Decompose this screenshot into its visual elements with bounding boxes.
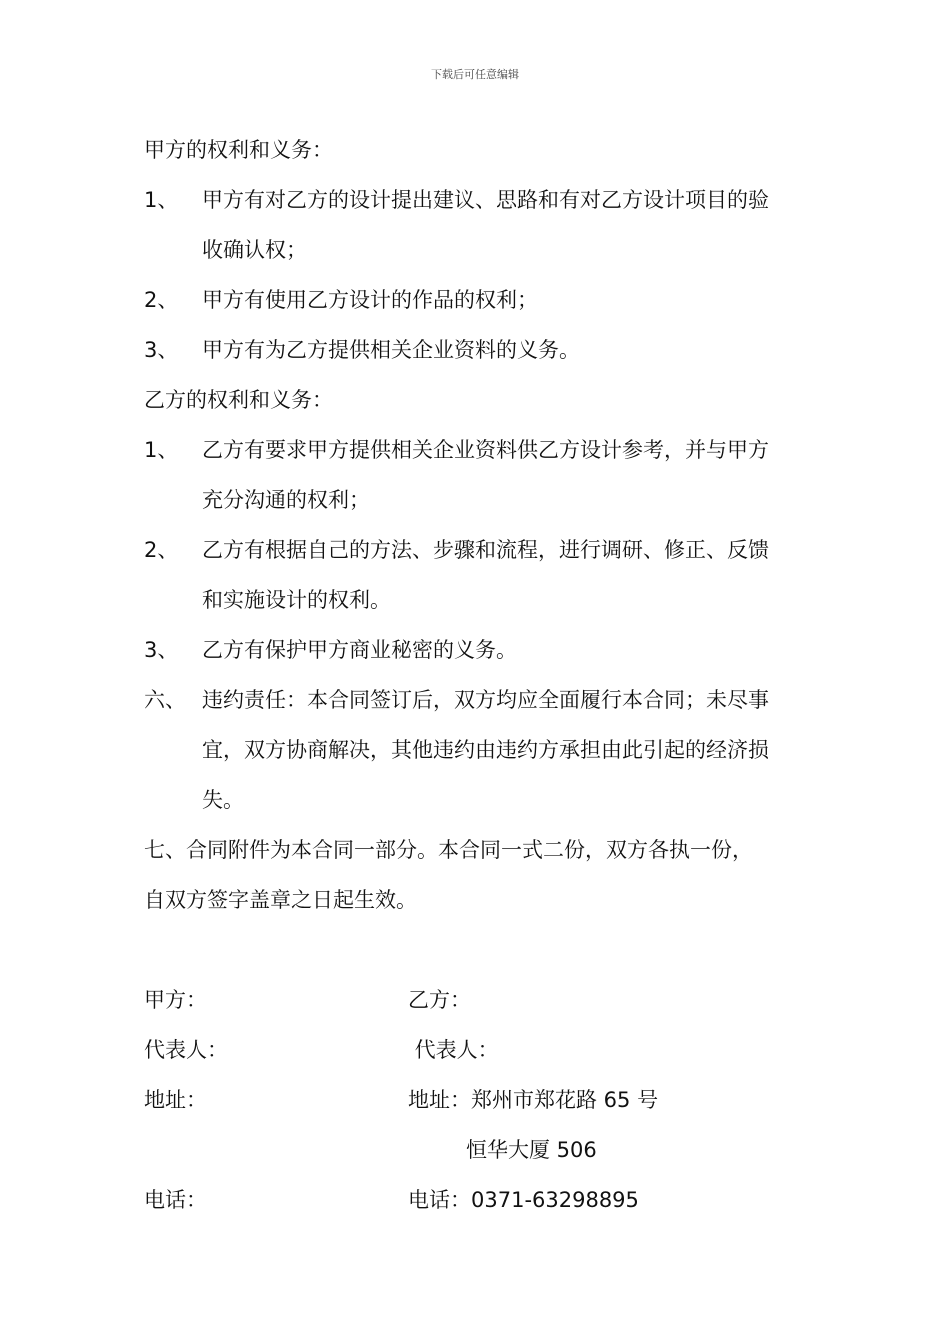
- party-b-phone: 电话：0371-63298895: [408, 1188, 639, 1212]
- party-b-item-2-cont: [144, 575, 814, 625]
- party-a-label: 甲方：: [144, 988, 207, 1012]
- item-number: 3、: [144, 638, 179, 662]
- party-b-item-3: [144, 625, 814, 675]
- signature-address-row: [144, 1075, 814, 1125]
- clause-number: 六、: [144, 688, 186, 712]
- party-a-item-1: [144, 175, 814, 225]
- signature-party-row: [144, 975, 814, 1025]
- party-a-rep-label: 代表人：: [144, 1038, 228, 1062]
- party-a-rights-heading: 甲方的权利和义务：: [144, 138, 333, 162]
- item-number: 1、: [144, 188, 179, 212]
- clause-seven-cont: 自双方签字盖章之日起生效。: [144, 888, 417, 912]
- clause-text: 违约责任：本合同签订后，双方均应全面履行本合同；未尽事: [202, 688, 769, 712]
- item-text: 甲方有为乙方提供相关企业资料的义务。: [202, 338, 580, 362]
- item-text: 和实施设计的权利。: [202, 588, 391, 612]
- item-number: 2、: [144, 538, 179, 562]
- clause-seven: 七、合同附件为本合同一部分。本合同一式二份，双方各执一份，: [144, 838, 753, 862]
- item-number: 2、: [144, 288, 179, 312]
- item-text: 甲方有对乙方的设计提出建议、思路和有对乙方设计项目的验: [202, 188, 769, 212]
- clause-text: 宜，双方协商解决，其他违约由违约方承担由此引起的经济损: [202, 738, 769, 762]
- signature-address-row-2: [144, 1125, 814, 1175]
- party-a-item-2: [144, 275, 814, 325]
- contract-body: [144, 125, 814, 1225]
- party-b-rights-heading: 乙方的权利和义务：: [144, 388, 333, 412]
- party-a-item-1-cont: [144, 225, 814, 275]
- breach-clause-cont-2: [144, 775, 814, 825]
- breach-clause-cont-1: [144, 725, 814, 775]
- party-b-label: 乙方：: [408, 988, 471, 1012]
- item-text: 乙方有保护甲方商业秘密的义务。: [202, 638, 517, 662]
- item-number: 1、: [144, 438, 179, 462]
- party-a-phone-label: 电话：: [144, 1188, 207, 1212]
- breach-clause: [144, 675, 814, 725]
- party-b-item-1-cont: [144, 475, 814, 525]
- item-number: 3、: [144, 338, 179, 362]
- party-b-address: 地址：郑州市郑花路 65 号: [408, 1088, 659, 1112]
- party-b-rep-label: 代表人：: [408, 1038, 499, 1062]
- party-a-address-label: 地址：: [144, 1088, 207, 1112]
- item-text: 乙方有要求甲方提供相关企业资料供乙方设计参考，并与甲方: [202, 438, 769, 462]
- item-text: 甲方有使用乙方设计的作品的权利；: [202, 288, 538, 312]
- item-text: 充分沟通的权利；: [202, 488, 370, 512]
- party-b-address-cont: 恒华大厦 506: [466, 1138, 597, 1162]
- clause-text: 失。: [202, 788, 244, 812]
- blank-line: [144, 925, 814, 975]
- item-text: 收确认权；: [202, 238, 307, 262]
- signature-rep-row: [144, 1025, 814, 1075]
- party-b-item-1: [144, 425, 814, 475]
- signature-phone-row: [144, 1175, 814, 1225]
- party-a-item-3: [144, 325, 814, 375]
- page-header: 下载后可任意编辑: [431, 68, 519, 81]
- party-b-item-2: [144, 525, 814, 575]
- item-text: 乙方有根据自己的方法、步骤和流程，进行调研、修正、反馈: [202, 538, 769, 562]
